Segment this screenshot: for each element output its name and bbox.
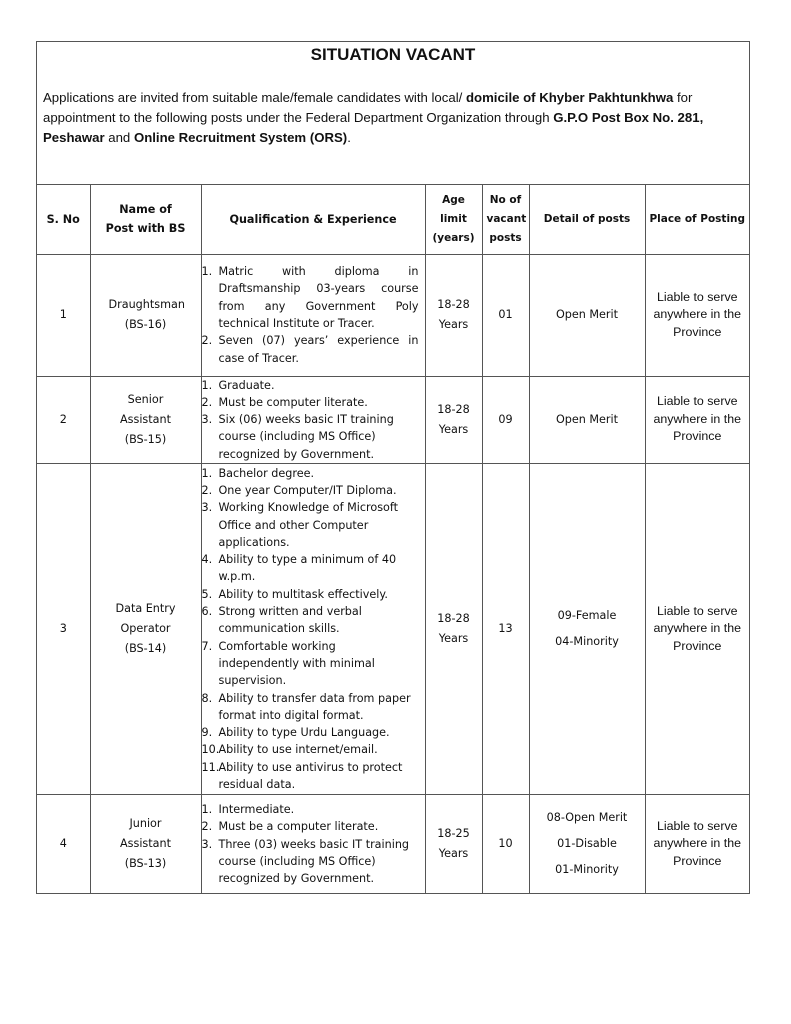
qualification-number: 2. xyxy=(201,334,213,348)
qualification-number: 1. xyxy=(201,265,213,279)
cell-qualification xyxy=(201,463,425,794)
qualification-number: 1. xyxy=(201,378,213,392)
qualification-text: Ability to use antivirus to protect residual data. xyxy=(218,760,403,791)
cell-vacant: 09 xyxy=(482,376,529,463)
age-unit: Years xyxy=(438,318,469,331)
age-range: 18-28 xyxy=(437,611,470,625)
post-bs: (BS-14) xyxy=(124,641,167,655)
post-detail: Open Merit xyxy=(555,412,619,426)
table-row xyxy=(37,794,749,893)
post-name: Data Entry Operator xyxy=(115,601,176,635)
header-post: Name of Post with BS xyxy=(90,185,201,254)
qualification-text: Ability to use internet/email. xyxy=(218,743,378,757)
qualification-number: 10. xyxy=(201,743,220,757)
intro-text-1: Applications are invited from suitable male/female candidates with local/ xyxy=(43,90,466,105)
table-row xyxy=(37,463,749,794)
header-vacant: No of vacant posts xyxy=(482,185,529,254)
post-detail: 01-Minority xyxy=(555,863,619,877)
cell-qualification xyxy=(201,794,425,893)
post-bs: (BS-15) xyxy=(124,432,167,446)
cell-post xyxy=(90,463,201,794)
qualification-number: 1. xyxy=(201,802,213,816)
qualification-item xyxy=(202,499,419,551)
qualification-item xyxy=(202,638,419,690)
table-header-row xyxy=(37,185,749,254)
post-name: Senior Assistant xyxy=(120,392,171,426)
qualification-item xyxy=(202,836,419,888)
header-place: Place of Posting xyxy=(645,185,749,254)
table-row xyxy=(37,254,749,376)
cell-qualification xyxy=(201,376,425,463)
qualification-text: Seven (07) years’ experience in case of Tracer. xyxy=(218,334,419,365)
qualification-number: 2. xyxy=(201,395,213,409)
age-unit: Years xyxy=(438,847,469,861)
table-row xyxy=(37,376,749,463)
qualification-number: 4. xyxy=(201,553,213,567)
qualification-text: Ability to type a minimum of 40 w.p.m. xyxy=(218,553,397,584)
qualification-text: One year Computer/IT Diploma. xyxy=(218,483,397,497)
qualification-item xyxy=(202,551,419,586)
intro-bold-ors: Online Recruitment System (ORS) xyxy=(133,130,348,145)
header-qualification: Qualification & Experience xyxy=(201,185,425,254)
intro-bold-postbox: G.P.O Post Box No. 281, Peshawar xyxy=(43,110,704,145)
cell-sno: 4 xyxy=(37,794,90,893)
qualification-item xyxy=(202,759,419,794)
posts-table xyxy=(37,185,749,893)
cell-age xyxy=(425,794,482,893)
cell-qualification xyxy=(201,254,425,376)
qualification-text: Working Knowledge of Microsoft Office and other Computer applications. xyxy=(218,501,398,549)
post-detail: Open Merit xyxy=(555,308,619,321)
cell-place: Liable to serve anywhere in the Province xyxy=(645,794,749,893)
qualification-text: Ability to transfer data from paper format into digital format. xyxy=(218,691,411,722)
qualification-text: Must be computer literate. xyxy=(218,395,368,409)
cell-detail xyxy=(529,254,645,376)
qualification-number: 6. xyxy=(201,605,213,619)
post-detail: 09-Female xyxy=(557,608,617,622)
cell-post xyxy=(90,794,201,893)
age-range: 18-28 xyxy=(437,402,470,416)
qualification-number: 2. xyxy=(201,820,213,834)
qualification-number: 5. xyxy=(201,587,213,601)
qualification-number: 3. xyxy=(201,501,213,515)
cell-detail xyxy=(529,794,645,893)
qualification-list xyxy=(202,377,425,463)
qualification-list xyxy=(202,263,425,367)
qualification-item xyxy=(202,801,419,818)
qualification-item xyxy=(202,690,419,725)
qualification-item xyxy=(202,741,419,758)
cell-place: Liable to serve anywhere in the Province xyxy=(645,254,749,376)
qualification-text: Graduate. xyxy=(218,378,275,392)
qualification-text: Ability to type Urdu Language. xyxy=(218,726,390,740)
age-range: 18-25 xyxy=(437,827,470,841)
intro-text-3: and xyxy=(104,130,134,145)
cell-place: Liable to serve anywhere in the Province xyxy=(645,463,749,794)
intro-bold-domicile: domicile of Khyber Pakhtunkhwa xyxy=(465,90,674,105)
qualification-item xyxy=(202,394,419,411)
qualification-list xyxy=(202,801,425,887)
qualification-item xyxy=(202,411,419,463)
cell-detail xyxy=(529,463,645,794)
qualification-item xyxy=(202,263,419,332)
qualification-text: Intermediate. xyxy=(218,802,295,816)
cell-age xyxy=(425,376,482,463)
header-sno: S. No xyxy=(37,185,90,254)
cell-age xyxy=(425,463,482,794)
qualification-item xyxy=(202,482,419,499)
qualification-item xyxy=(202,818,419,835)
cell-post xyxy=(90,376,201,463)
age-unit: Years xyxy=(438,631,469,645)
page-title: SITUATION VACANT xyxy=(310,45,476,64)
advertisement-box xyxy=(36,41,750,894)
age-range: 18-28 xyxy=(437,298,470,311)
qualification-item xyxy=(202,724,419,741)
post-bs: (BS-16) xyxy=(124,318,167,331)
post-name: Draughtsman xyxy=(108,298,185,311)
cell-vacant: 13 xyxy=(482,463,529,794)
intro-text-2: for appointment to the following posts under the Federal Department Organization through xyxy=(43,90,693,125)
age-unit: Years xyxy=(438,422,469,436)
qualification-text: Must be a computer literate. xyxy=(218,820,379,834)
intro-text-4: . xyxy=(347,130,351,145)
post-name: Junior Assistant xyxy=(120,817,171,851)
qualification-list xyxy=(202,465,425,794)
qualification-text: Comfortable working independently with minimal supervision. xyxy=(218,639,375,688)
qualification-item xyxy=(202,377,419,394)
qualification-number: 1. xyxy=(201,466,213,480)
cell-post xyxy=(90,254,201,376)
qualification-text: Six (06) weeks basic IT training course (including MS Office) recognized by Government. xyxy=(218,413,394,461)
qualification-number: 8. xyxy=(201,691,213,705)
post-detail: 08-Open Merit xyxy=(546,811,628,825)
cell-vacant: 01 xyxy=(482,254,529,376)
qualification-number: 3. xyxy=(201,837,213,851)
header-detail: Detail of posts xyxy=(529,185,645,254)
qualification-text: Bachelor degree. xyxy=(218,466,315,480)
intro-paragraph xyxy=(37,70,749,185)
cell-age xyxy=(425,254,482,376)
qualification-number: 3. xyxy=(201,413,213,427)
header-age: Age limit (years) xyxy=(425,185,482,254)
cell-sno: 3 xyxy=(37,463,90,794)
cell-place: Liable to serve anywhere in the Province xyxy=(645,376,749,463)
post-detail: 04-Minority xyxy=(555,634,619,648)
qualification-item xyxy=(202,603,419,638)
qualification-number: 11. xyxy=(201,760,220,774)
qualification-text: Matric with diploma in Draftsmanship 03-years course from any Government Poly technical Institute or Tracer. xyxy=(218,265,419,330)
cell-detail xyxy=(529,376,645,463)
qualification-number: 2. xyxy=(201,483,213,497)
cell-sno: 1 xyxy=(37,254,90,376)
cell-sno: 2 xyxy=(37,376,90,463)
qualification-item xyxy=(202,332,419,367)
qualification-number: 7. xyxy=(201,639,213,653)
post-bs: (BS-13) xyxy=(124,857,167,871)
qualification-item xyxy=(202,465,419,482)
cell-vacant: 10 xyxy=(482,794,529,893)
qualification-number: 9. xyxy=(201,726,213,740)
qualification-item xyxy=(202,586,419,603)
post-detail: 01-Disable xyxy=(557,837,617,851)
qualification-text: Ability to multitask effectively. xyxy=(218,587,388,601)
qualification-text: Three (03) weeks basic IT training course (including MS Office) recognized by Government. xyxy=(218,837,410,886)
qualification-text: Strong written and verbal communication skills. xyxy=(218,605,362,636)
